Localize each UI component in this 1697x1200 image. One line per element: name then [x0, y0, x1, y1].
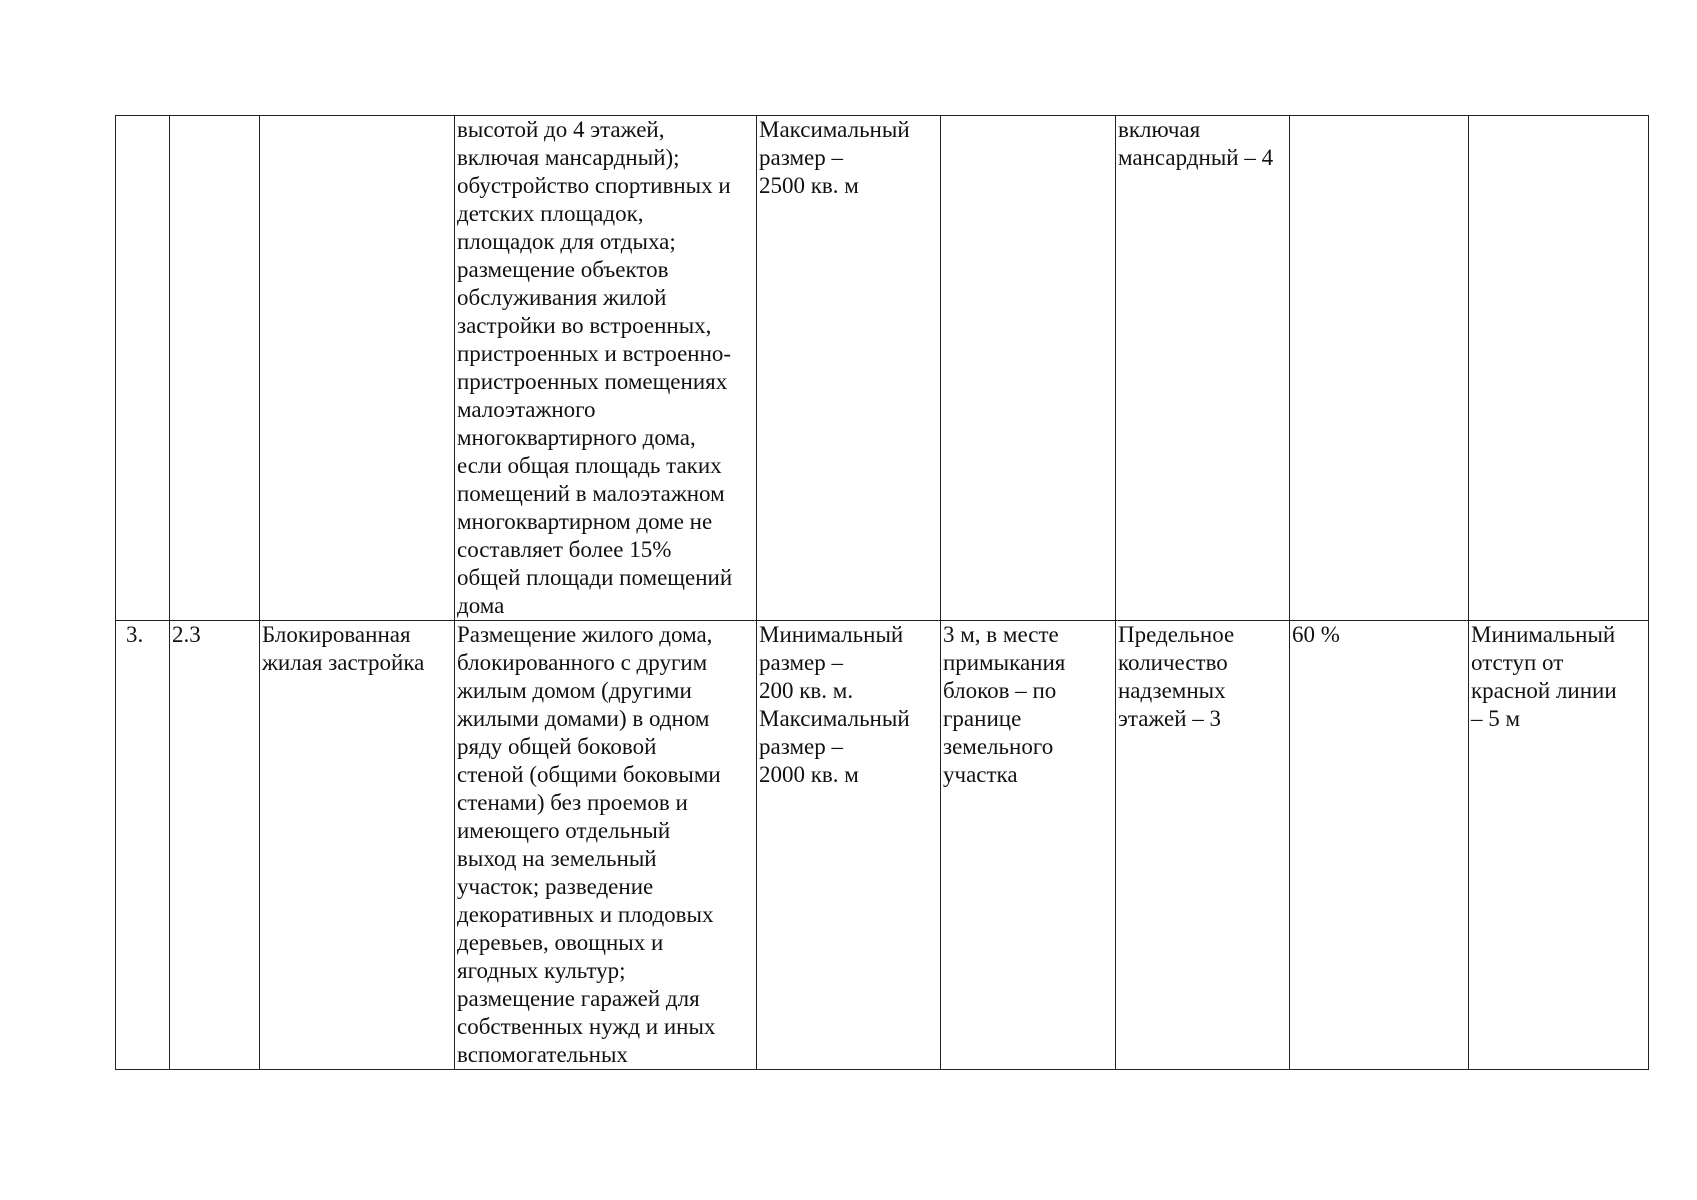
floors-cell: [1116, 116, 1290, 621]
other-params-cell: [1469, 116, 1649, 621]
plot-size-cell: [757, 116, 941, 621]
use-description-cell: [455, 116, 757, 621]
use-name-cell: [260, 621, 455, 1070]
plot-size: Максимальный размер – 2500 кв. м: [759, 117, 910, 198]
use-description-cell: [455, 621, 757, 1070]
setback-cell: [941, 621, 1116, 1070]
use-name-cell: [260, 116, 455, 621]
use-description: высотой до 4 этажей, включая мансардный); обустройство спортивных и детских площадок, площадок для отдыха; размещение объектов обслуживания жилой застройки во встроенных, пристроенных и встроенно- пристроенных помещениях малоэтажного многоквартирного дома, если общая площадь таких помещений в малоэтажном многоквартирном доме не составляет более 15% общей площади помещений дома: [457, 117, 733, 618]
other-params-cell: [1469, 621, 1649, 1070]
floors-cell: [1116, 621, 1290, 1070]
use-code-cell: [170, 621, 260, 1070]
use-name: Блокированная жилая застройка: [262, 622, 425, 675]
coverage: 60 %: [1292, 622, 1340, 647]
use-code: 2.3: [172, 622, 201, 647]
use-code-cell: [170, 116, 260, 621]
row-number: 3.: [126, 622, 144, 647]
row-number-cell: [116, 116, 170, 621]
row-number-cell: [116, 621, 170, 1070]
coverage-cell: [1290, 116, 1469, 621]
plot-size: Минимальный размер – 200 кв. м. Максимальный размер – 2000 кв. м: [759, 622, 910, 787]
coverage-cell: [1290, 621, 1469, 1070]
setback-cell: [941, 116, 1116, 621]
floors: включая мансардный – 4: [1118, 117, 1274, 170]
plot-size-cell: [757, 621, 941, 1070]
floors: Предельное количество надземных этажей – 3: [1118, 622, 1235, 731]
setback: 3 м, в месте примыкания блоков – по границе земельного участка: [943, 622, 1066, 787]
zoning-regulations-table: [115, 115, 1649, 1070]
other-params: Минимальный отступ от красной линии – 5 м: [1471, 622, 1617, 731]
table-row: [116, 116, 1649, 621]
table-row: [116, 621, 1649, 1070]
use-description: Размещение жилого дома, блокированного с другим жилым домом (другими жилыми домами) в одном ряду общей боковой стеной (общими боковыми стенами) без проемов и имеющего отдельный выход на земельный участок; разведение декоративных и плодовых деревьев, овощных и ягодных культур; размещение гаражей для собственных нужд и иных вспомогательных: [457, 622, 721, 1067]
